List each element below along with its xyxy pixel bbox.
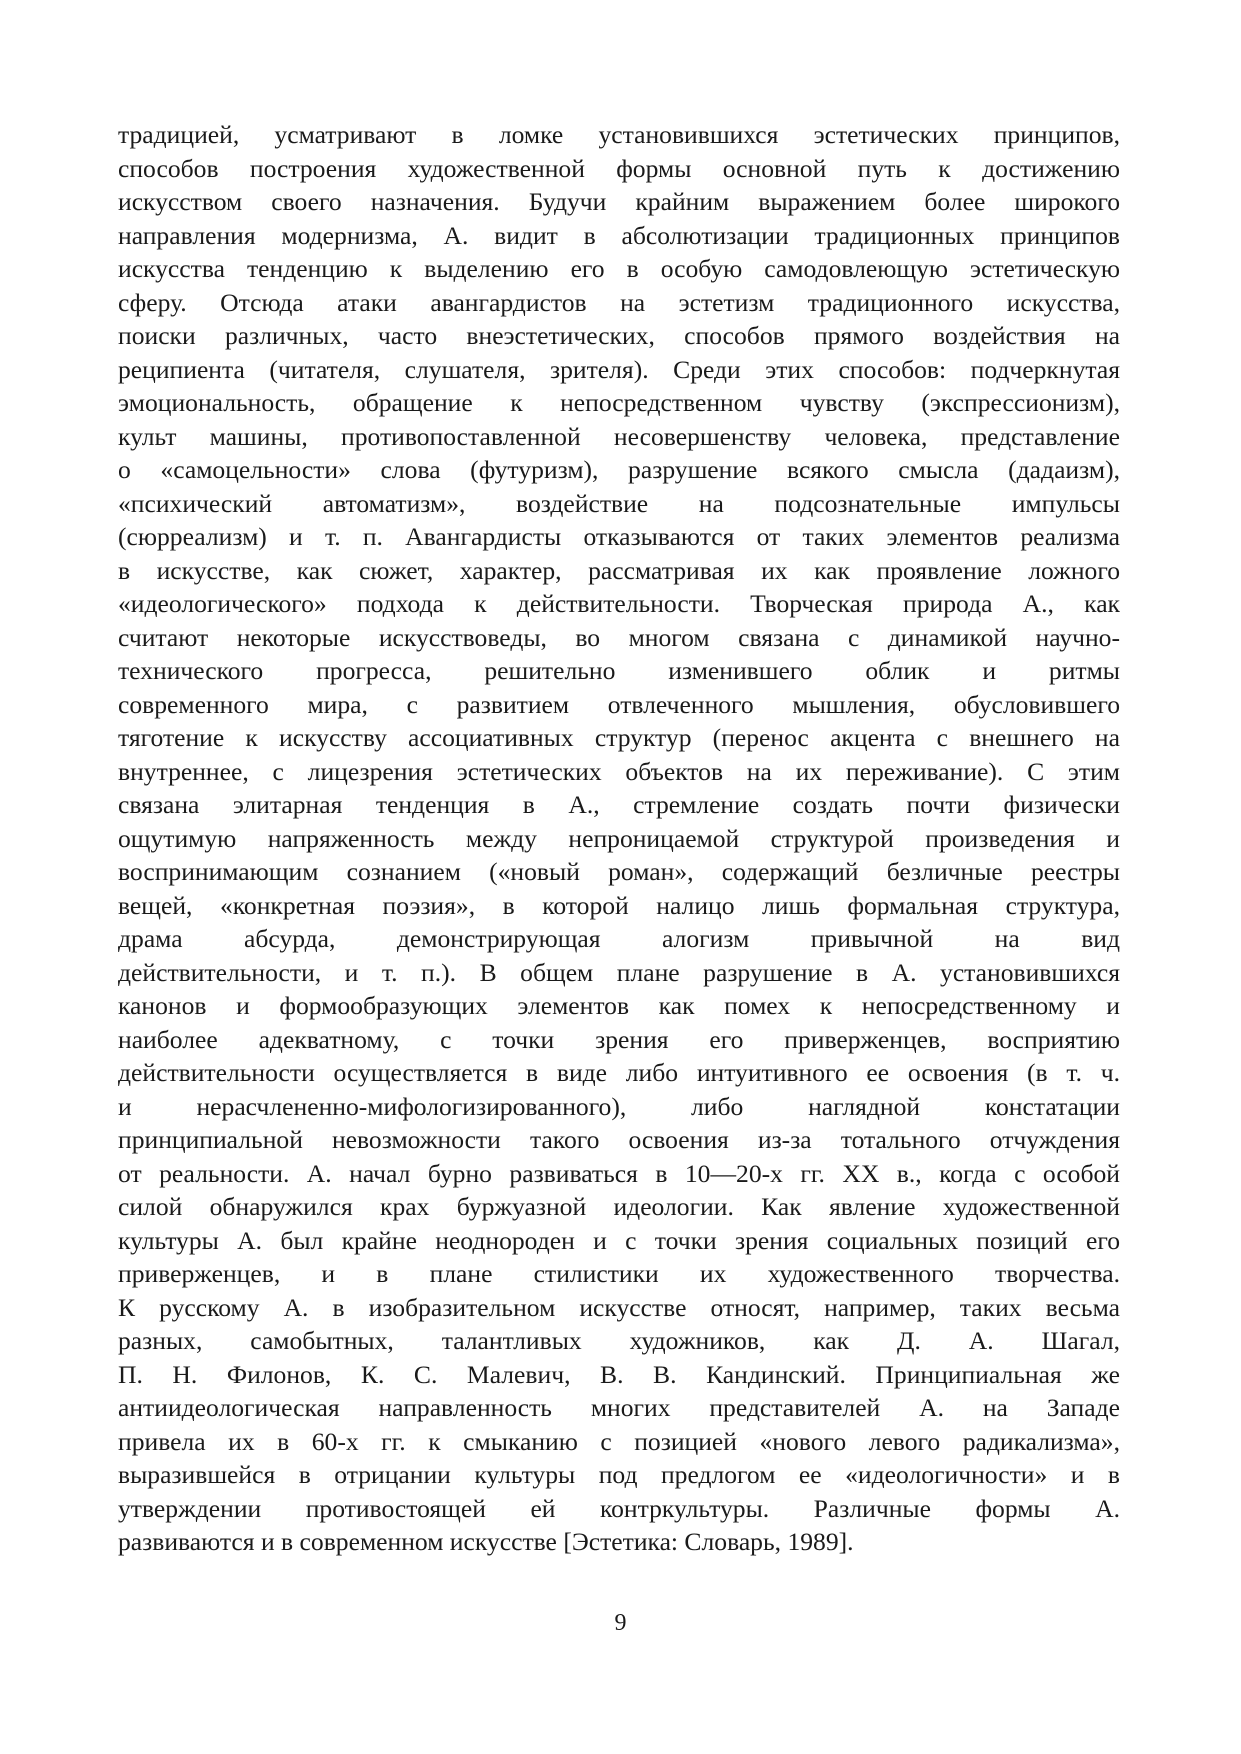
text-line: выразившейся в отрицании культуры под предлогом ее «идеологичности» и в (118, 1460, 1120, 1489)
text-line: К русскому А. в изобразительном искусстве относят, например, таких весьма (118, 1292, 1120, 1322)
text-line: антиидеологическая направленность многих представителей А. на Западе (118, 1393, 1120, 1422)
text-line: привела их в 60-х гг. к смыканию с позицией «нового левого радикализма», (118, 1426, 1120, 1456)
text-line: традицией, усматривают в ломке установившихся эстетических принципов, (118, 120, 1120, 149)
text-line: ощутимую напряженность между непроницаемой структурой произведения и (118, 823, 1120, 853)
text-line: драма абсурда, демонстрирующая алогизм привычной на вид (118, 924, 1120, 953)
text-line: в искусстве, как сюжет, характер, рассматривая их как проявление ложного (118, 555, 1120, 585)
text-line: о «самоцельности» слова (футуризм), разрушение всякого смысла (дадаизм), (118, 455, 1120, 484)
text-line: силой обнаружился крах буржуазной идеологии. Как явление художественной (118, 1192, 1120, 1221)
text-line: культ машины, противопоставленной несовершенству человека, представление (118, 421, 1120, 451)
text-line: наиболее адекватному, с точки зрения его приверженцев, восприятию (118, 1024, 1120, 1054)
text-line: действительности осуществляется в виде либо интуитивного ее освоения (в т. ч. (118, 1058, 1120, 1087)
text-line: П. Н. Филонов, К. С. Малевич, В. В. Кандинский. Принципиальная же (118, 1359, 1120, 1389)
text-line: «психический автоматизм», воздействие на подсознательные импульсы (118, 488, 1120, 518)
text-line: культуры А. был крайне неоднороден и с точки зрения социальных позиций его (118, 1225, 1120, 1255)
text-line: считают некоторые искусствоведы, во многом связана с динамикой научно- (118, 622, 1120, 652)
text-line: направления модернизма, А. видит в абсолютизации традиционных принципов (118, 220, 1120, 250)
text-line: «идеологического» подхода к действительности. Творческая природа А., как (118, 589, 1120, 618)
page-number: 9 (614, 1610, 627, 1636)
text-line: воспринимающим сознанием («новый роман», содержащий безличные реестры (118, 857, 1120, 886)
text-line: искусства тенденцию к выделению его в особую самодовлеющую эстетическую (118, 254, 1120, 283)
text-line: современного мира, с развитием отвлеченного мышления, обусловившего (118, 689, 1120, 719)
text-line: (сюрреализм) и т. п. Авангардисты отказываются от таких элементов реализма (118, 522, 1120, 551)
text-line: внутреннее, с лицезрения эстетических объектов на их переживание). С этим (118, 756, 1120, 786)
text-line: утверждении противостоящей ей контркультуры. Различные формы А. (118, 1493, 1120, 1523)
text-line: связана элитарная тенденция в А., стремление создать почти физически (118, 790, 1120, 819)
text-line: действительности, и т. п.). В общем плане разрушение в А. установившихся (118, 957, 1120, 987)
text-line: приверженцев, и в плане стилистики их художественного творчества. (118, 1259, 1120, 1288)
text-line: разных, самобытных, талантливых художников, как Д. А. Шагал, (118, 1326, 1120, 1355)
text-line: сферу. Отсюда атаки авангардистов на эстетизм традиционного искусства, (118, 287, 1120, 317)
text-line: развиваются и в современном искусстве [Эстетика: Словарь, 1989]. (118, 1527, 854, 1556)
text-line: принципиальной невозможности такого освоения из-за тотального отчуждения (118, 1125, 1120, 1154)
text-line: тяготение к искусству ассоциативных структур (перенос акцента с внешнего на (118, 723, 1120, 752)
text-line: эмоциональность, обращение к непосредственном чувству (экспрессионизм), (118, 388, 1120, 417)
text-line: реципиента (читателя, слушателя, зрителя). Среди этих способов: подчеркнутая (118, 354, 1120, 384)
body-paragraph (118, 118, 1120, 1559)
text-line: канонов и формообразующих элементов как помех к непосредственному и (118, 991, 1120, 1020)
text-line: вещей, «конкретная поэзия», в которой налицо лишь формальная структура, (118, 890, 1120, 920)
text-line: технического прогресса, решительно изменившего облик и ритмы (118, 656, 1120, 685)
text-line: поиски различных, часто внеэстетических, способов прямого воздействия на (118, 321, 1120, 350)
text-line: от реальности. А. начал бурно развиваться в 10—20-х гг. XX в., когда с особой (118, 1158, 1120, 1188)
text-line: способов построения художественной формы основной путь к достижению (118, 153, 1120, 183)
text-line: и нерасчлененно-мифологизированного), либо наглядной констатации (118, 1091, 1120, 1121)
text-line: искусством своего назначения. Будучи крайним выражением более широкого (118, 187, 1120, 216)
